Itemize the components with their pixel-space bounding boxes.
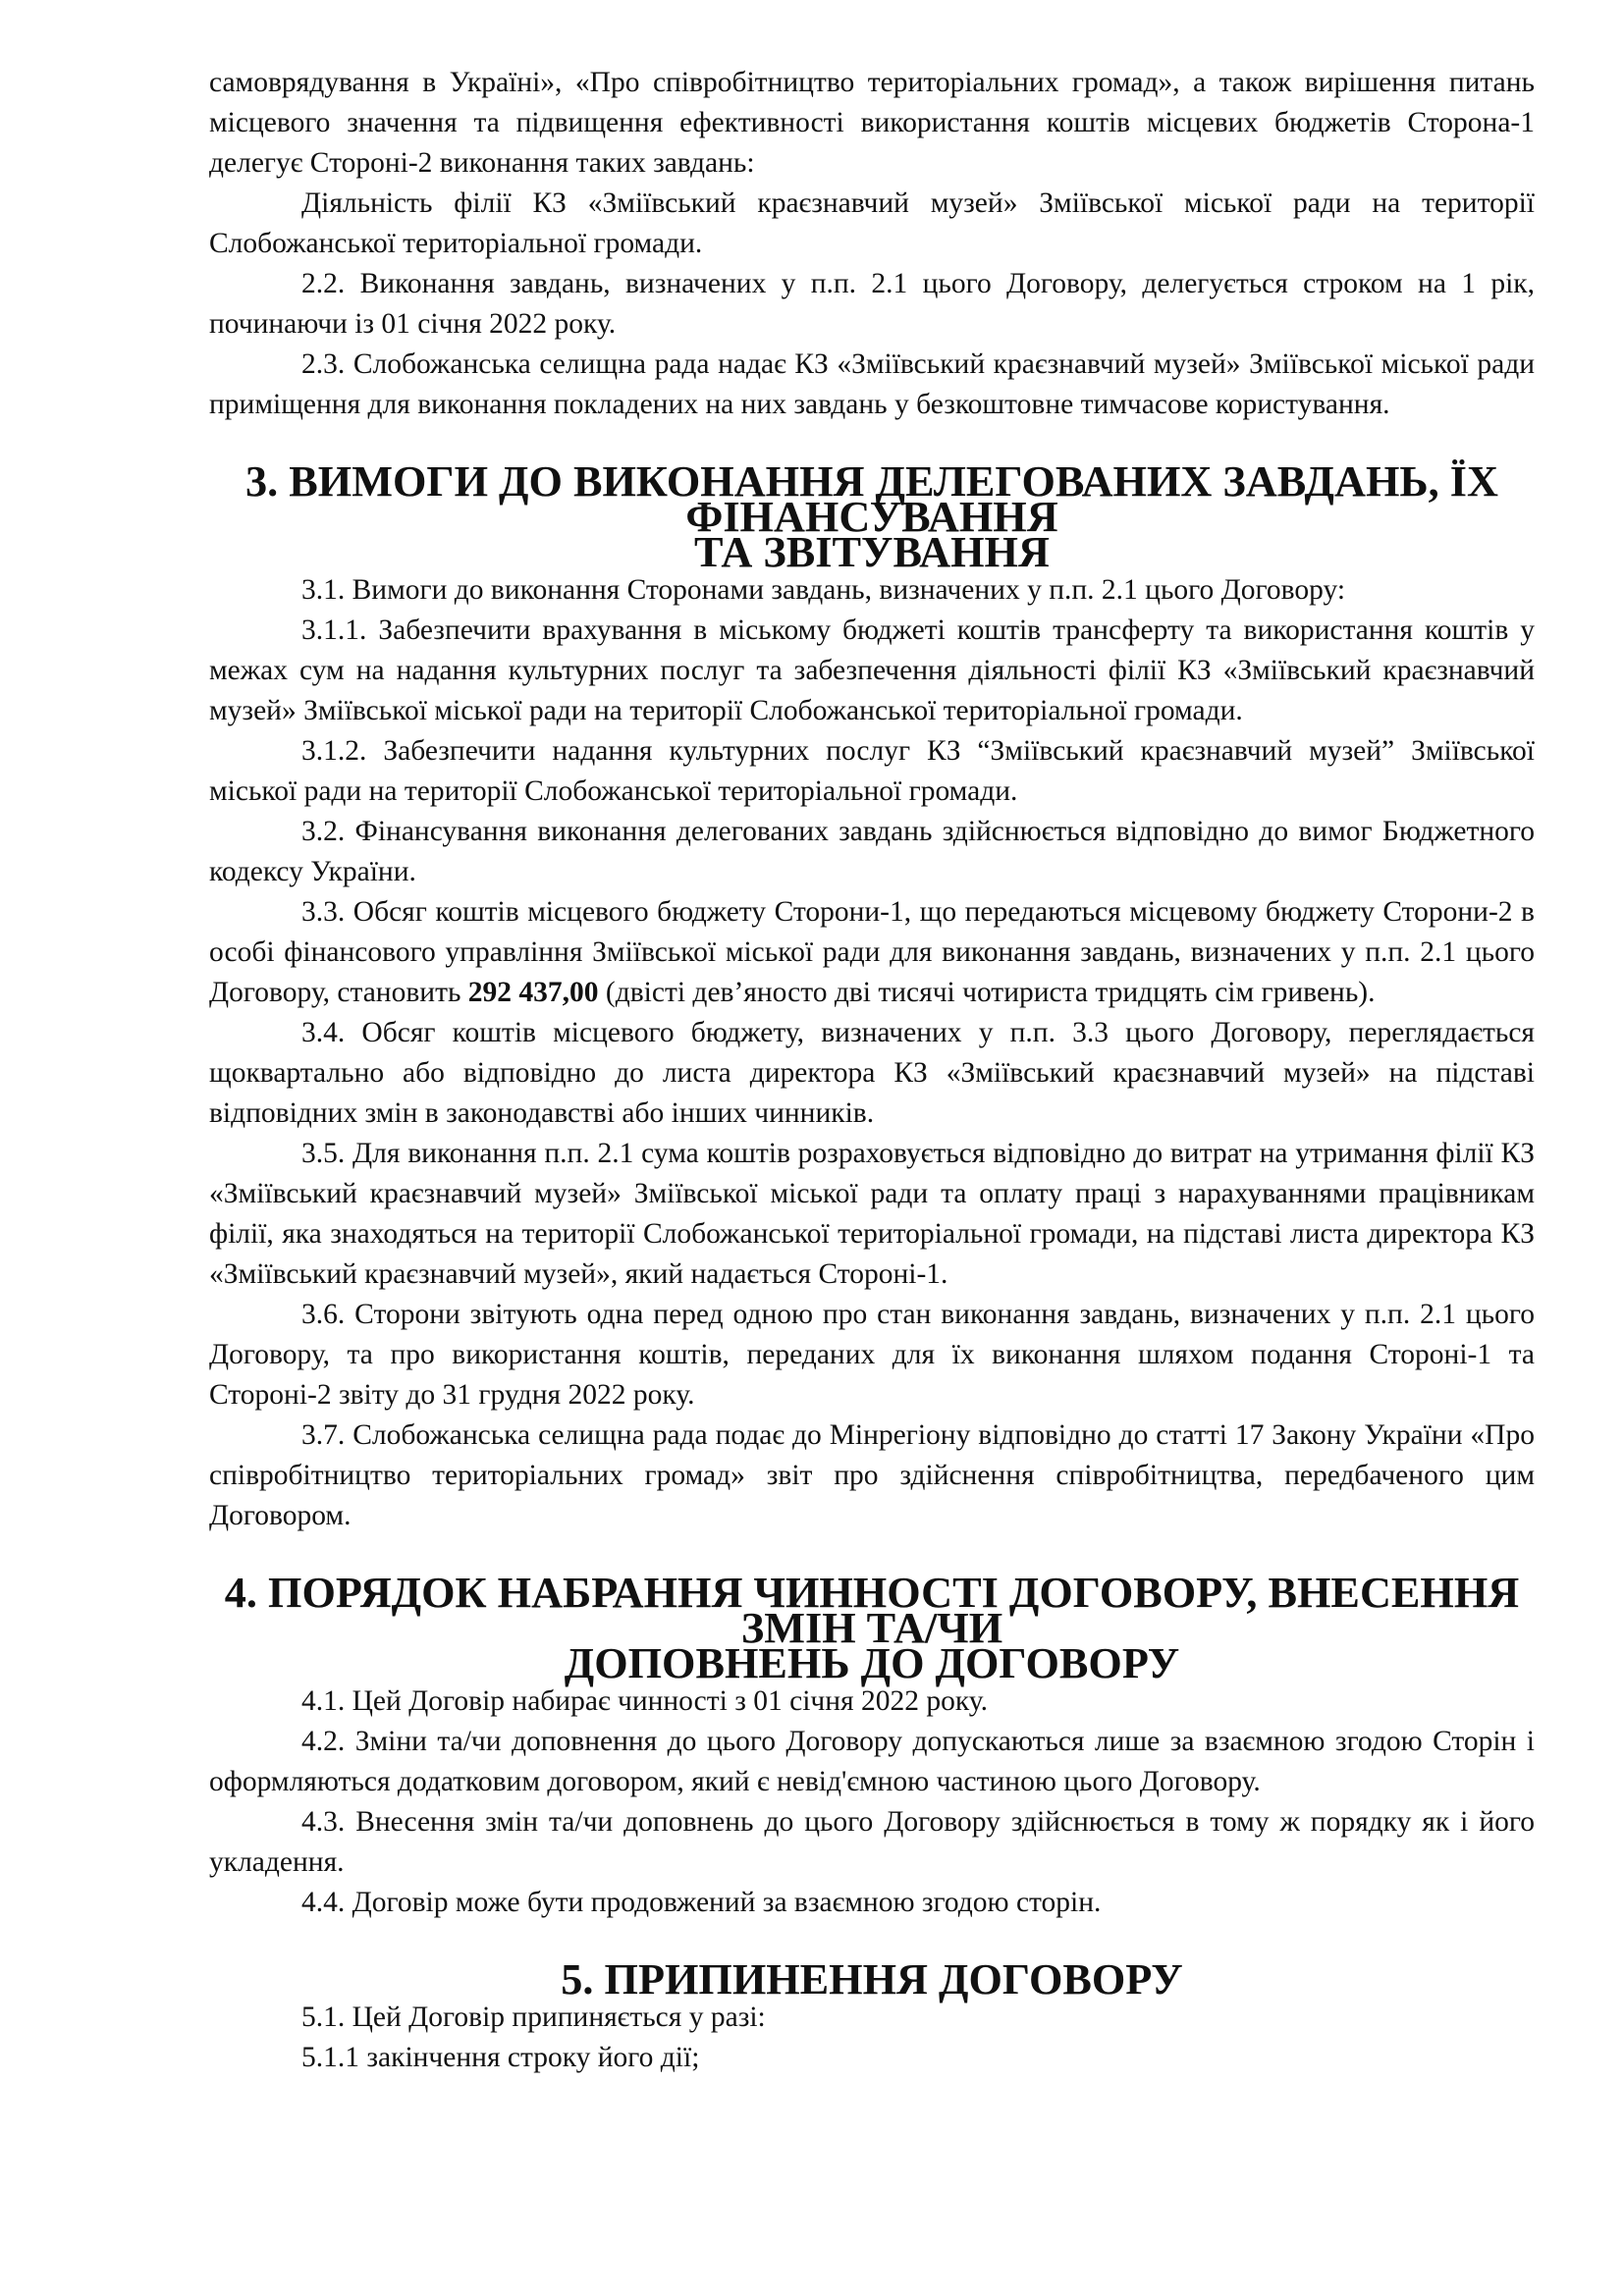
section-3-heading-line-2: ТА ЗВІТУВАННЯ: [694, 528, 1050, 576]
paragraph-3-1: 3.1. Вимоги до виконання Сторонами завдань, визначених у п.п. 2.1 цього Договору:: [301, 574, 1346, 606]
section-3-heading-line-1: 3. ВИМОГИ ДО ВИКОНАННЯ ДЕЛЕГОВАНИХ ЗАВДАНЬ, ЇХ ФІНАНСУВАННЯ: [245, 457, 1498, 541]
paragraph-3-2: 3.2. Фінансування виконання делегованих завдань здійснюється відповідно до вимог Бюджетного кодексу України.: [209, 816, 1535, 887]
section-4-heading-line-1: 4. ПОРЯДОК НАБРАННЯ ЧИННОСТІ ДОГОВОРУ, ВНЕСЕННЯ ЗМІН ТА/ЧИ: [224, 1569, 1520, 1652]
paragraph-2-3: 2.3. Слобожанська селищна рада надає КЗ «Зміївський краєзнавчий музей» Зміївської міської ради приміщення для виконання покладених на них завдань у безкоштовне тимчасове користування.: [209, 348, 1535, 420]
paragraph-4-2: 4.2. Зміни та/чи доповнення до цього Договору допускаються лише за взаємною згодою Сторін і оформляються додатковим договором, який є невід'ємною частиною цього Договору.: [209, 1726, 1535, 1797]
paragraph-3-5: 3.5. Для виконання п.п. 2.1 сума коштів розраховується відповідно до витрат на утримання філії КЗ «Зміївський краєзнавчий музей» Зміївської міської ради та оплату праці з нарахуваннями працівникам філії, яка знаходяться на території Слобожанської територіальної громади, на підставі листа директора КЗ «Зміївський краєзнавчий музей», який надається Стороні-1.: [209, 1138, 1535, 1290]
section-4-heading-line-2: ДОПОВНЕНЬ ДО ДОГОВОРУ: [564, 1639, 1180, 1687]
paragraph-intro: самоврядування в Україні», «Про співробітництво територіальних громад», а також вирішення питань місцевого значення та підвищення ефективності використання коштів місцевих бюджетів Сторона-1 делегує Стороні-2 виконання таких завдань:: [209, 67, 1535, 179]
paragraph-4-4: 4.4. Договір може бути продовжений за взаємною згодою сторін.: [301, 1887, 1102, 1918]
paragraph-3-1-2: 3.1.2. Забезпечити надання культурних послуг КЗ “Зміївський краєзнавчий музей” Зміївської міської ради на території Слобожанської територіальної громади.: [209, 735, 1535, 807]
document-page: [209, 63, 1535, 2078]
paragraph-3-4: 3.4. Обсяг коштів місцевого бюджету, визначених у п.п. 3.3 цього Договору, переглядається щоквартально або відповідно до листа директора КЗ «Зміївський краєзнавчий музей» на підставі відповідних змін в законодавстві або інших чинників.: [209, 1017, 1535, 1129]
paragraph-activity: Діяльність філії КЗ «Зміївський краєзнавчий музей» Зміївської міської ради на території Слобожанської територіальної громади.: [209, 187, 1535, 259]
section-4-heading: [209, 1569, 1535, 1687]
section-5-heading: [209, 1955, 1535, 2003]
paragraph-2-2: 2.2. Виконання завдань, визначених у п.п. 2.1 цього Договору, делегується строком на 1 рік, починаючи із 01 січня 2022 року.: [209, 268, 1535, 340]
paragraph-5-1: 5.1. Цей Договір припиняється у разі:: [301, 2002, 766, 2033]
paragraph-4-3: 4.3. Внесення змін та/чи доповнень до цього Договору здійснюється в тому ж порядку як і його укладення.: [209, 1806, 1535, 1878]
paragraph-3-1-1: 3.1.1. Забезпечити врахування в міському бюджеті коштів трансферту та використання коштів у межах сум на надання культурних послуг та забезпечення діяльності філії КЗ «Зміївський краєзнавчий музей» Зміївської міської ради на території Слобожанської територіальної громади.: [209, 614, 1535, 726]
paragraph-3-6: 3.6. Сторони звітують одна перед одною про стан виконання завдань, визначених у п.п. 2.1 цього Договору, та про використання коштів, переданих для їх виконання шляхом подання Стороні-1 та Стороні-2 звіту до 31 грудня 2022 року.: [209, 1299, 1535, 1411]
paragraph-3-3: [209, 892, 1535, 1013]
paragraph-3-3-text-end: (двісті дев’яносто дві тисячі чотириста тридцять сім гривень).: [598, 977, 1376, 1008]
paragraph-5-1-1: 5.1.1 закінчення строку його дії;: [301, 2042, 700, 2073]
section-5-heading-line-1: 5. ПРИПИНЕННЯ ДОГОВОРУ: [561, 1955, 1183, 2003]
paragraph-4-1: 4.1. Цей Договір набирає чинності з 01 січня 2022 року.: [301, 1685, 988, 1717]
paragraph-3-3-text-start: 3.3. Обсяг коштів місцевого бюджету Сторони-1, що передаються місцевому бюджету Сторони-2 в особі фінансового управління Зміївської міської ради для виконання завдань, визначених у п.п. 2.1 цього Договору, становить: [209, 896, 1535, 1008]
paragraph-3-7: 3.7. Слобожанська селищна рада подає до Мінрегіону відповідно до статті 17 Закону України «Про співробітництво територіальних громад» звіт про здійснення співробітництва, передбаченого цим Договором.: [209, 1419, 1535, 1531]
section-3-heading: [209, 457, 1535, 576]
transfer-amount: 292 437,00: [467, 977, 599, 1008]
